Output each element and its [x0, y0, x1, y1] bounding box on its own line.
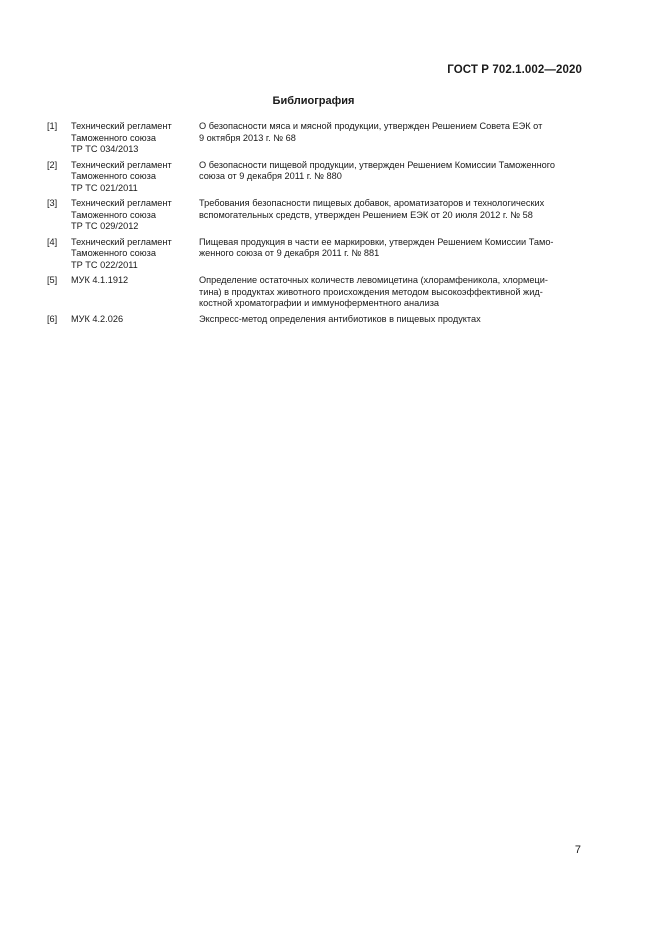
entry-number: [6] — [47, 313, 58, 324]
entry-description: О безопасности пищевой продукции, утвержден Решением Комиссии Таможенного союза от 9 декабря 2011 г. № 880 — [199, 159, 556, 181]
entry-description: Экспресс-метод определения антибиотиков в пищевых продуктах — [199, 313, 481, 324]
bibliography-entry — [47, 160, 585, 195]
page-number: 7 — [574, 844, 581, 856]
entry-description: Определение остаточных количеств левомицетина (хлорамфеникола, хлормеци- тина) в продуктах животного происхождения методом высокоэффективной жид- костной хроматографии и иммуноферментного анализа — [199, 275, 548, 308]
entry-document: МУК 4.1.1912 — [71, 275, 129, 285]
entry-description: О безопасности мяса и мясной продукции, утвержден Решением Совета ЕЭК от 9 октября 2013 г. № 68 — [199, 121, 543, 143]
entry-document: Технический регламент Таможенного союза ТР ТС 021/2011 — [71, 159, 172, 193]
bibliography-list — [47, 121, 585, 329]
bibliography-entry — [47, 237, 585, 272]
entry-number: [2] — [47, 159, 58, 170]
entry-document: МУК 4.2.026 — [71, 313, 124, 324]
bibliography-entry — [47, 275, 585, 310]
entry-document: Технический регламент Таможенного союза ТР ТС 034/2013 — [71, 121, 172, 154]
entry-number: [4] — [47, 236, 58, 247]
entry-description: Требования безопасности пищевых добавок, ароматизаторов и технологических вспомогательных средств, утвержден Решением ЕЭК от 20 июля 2012 г. № 58 — [199, 198, 545, 220]
entry-number: [5] — [47, 275, 58, 285]
entry-number: [1] — [47, 121, 58, 131]
entry-document: Технический регламент Таможенного союза ТР ТС 029/2012 — [71, 198, 172, 231]
bibliography-entry — [47, 198, 585, 233]
entry-number: [3] — [47, 198, 58, 208]
document-code: ГОСТ Р 702.1.002—2020 — [447, 64, 582, 76]
bibliography-entry — [47, 314, 585, 326]
entry-document: Технический регламент Таможенного союза ТР ТС 022/2011 — [71, 236, 172, 270]
bibliography-title: Библиография — [272, 95, 355, 107]
entry-description: Пищевая продукция в части ее маркировки, утвержден Решением Комиссии Тамо- женного союза от 9 декабря 2011 г. № 881 — [199, 236, 554, 258]
bibliography-entry — [47, 121, 585, 156]
